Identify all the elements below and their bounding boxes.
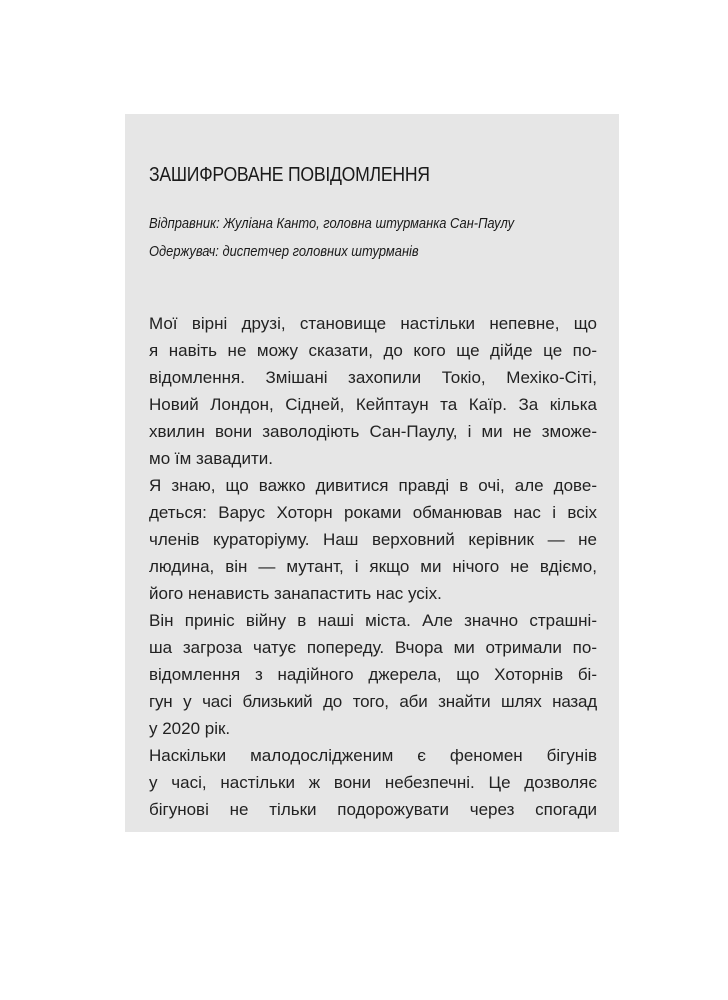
recipient-line: Одержувач: диспетчер головних штурманів [149, 243, 419, 260]
text-line: хвилин вони заволодіють Сан-Паулу, і ми не зможе- [149, 422, 597, 441]
paragraph-4 [149, 742, 597, 823]
message-title: ЗАШИФРОВАНЕ ПОВІДОМЛЕННЯ [149, 163, 430, 186]
text-line: його ненависть занапастить нас усіх. [149, 584, 442, 603]
message-panel [125, 114, 619, 832]
message-body [149, 310, 597, 823]
text-line: Новий Лондон, Сідней, Кейптаун та Каїр. За кілька [149, 395, 597, 414]
text-line: відомлення. Змішані захопили Токіо, Мехіко-Сіті, [149, 368, 597, 387]
text-line: членів кураторіуму. Наш верховний керівник — не [149, 530, 597, 549]
text-line: у часі, настільки ж вони небезпечні. Це дозволяє [149, 773, 597, 792]
text-line: Наскільки малодослідженим є феномен бігунів [149, 746, 597, 765]
text-line: ша загроза чатує попереду. Вчора ми отримали по- [149, 638, 597, 657]
text-line: Мої вірні друзі, становище настільки непевне, що [149, 314, 597, 333]
text-line: людина, він — мутант, і якщо ми нічого не вдіємо, [149, 557, 597, 576]
text-line: бігунові не тільки подорожувати через спогади [149, 800, 597, 819]
sender-line: Відправник: Жуліана Канто, головна штурманка Сан-Паулу [149, 215, 515, 232]
text-line: гун у часі близький до того, аби знайти шлях назад [149, 692, 597, 711]
text-line: Він приніс війну в наші міста. Але значно страшні- [149, 611, 597, 630]
text-line: у 2020 рік. [149, 719, 231, 738]
paragraph-1 [149, 310, 597, 472]
text-line: Я знаю, що важко дивитися правді в очі, але дове- [149, 476, 597, 495]
text-line: деться: Варус Хоторн роками обманював нас і всіх [149, 503, 597, 522]
text-line: я навіть не можу сказати, до кого ще дійде це по- [149, 341, 597, 360]
paragraph-3 [149, 607, 597, 742]
paragraph-2 [149, 472, 597, 607]
text-line: відомлення з надійного джерела, що Хоторнів бі- [149, 665, 597, 684]
text-line: мо їм завадити. [149, 449, 273, 468]
message-header [149, 210, 597, 266]
